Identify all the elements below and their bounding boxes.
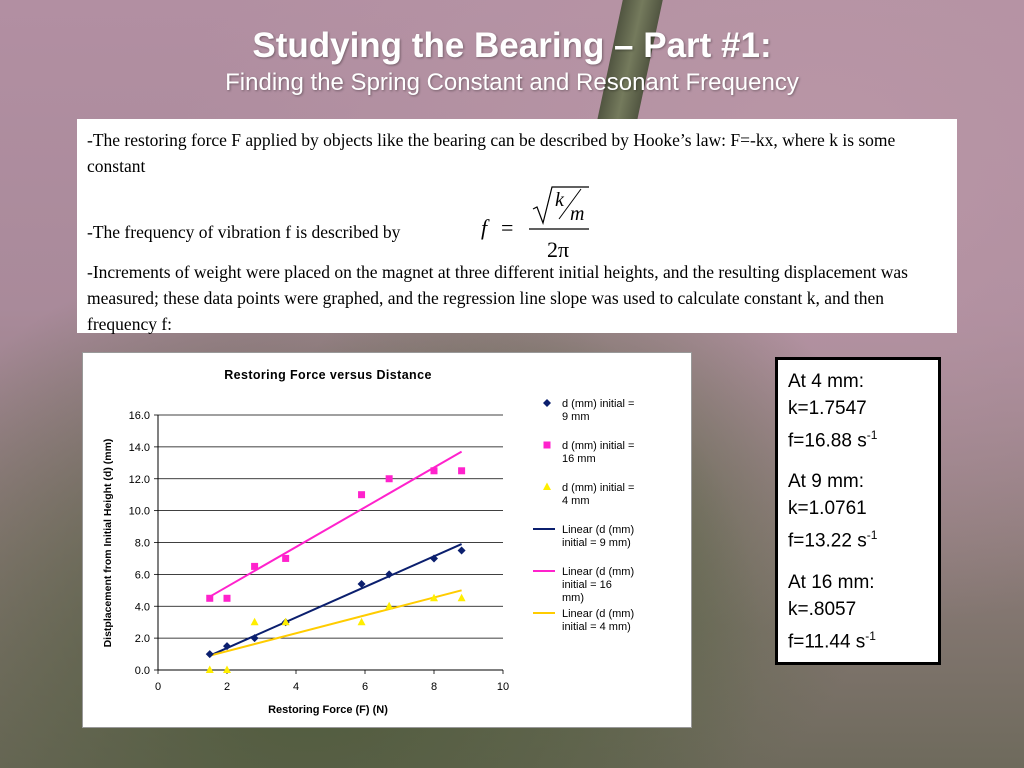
y-axis-label: Distplacement from Initial Height (d) (mm) — [102, 438, 114, 648]
legend-label: 4 mm — [562, 495, 590, 507]
method-paragraph: -Increments of weight were placed on the magnet at three different initial heights, and the resulting displacement was measured; these data points were graphed, and the regression line slope was used to calculate constant k, and then frequency f: — [87, 262, 908, 334]
result-heading: At 9 mm: — [788, 471, 865, 493]
scatter-chart — [83, 353, 693, 729]
result-4mm — [788, 368, 938, 454]
slide-title: Studying the Bearing – Part #1: — [252, 26, 772, 65]
frequency-line — [87, 179, 947, 262]
results-box — [775, 357, 941, 665]
legend-label: 16 mm — [562, 453, 596, 465]
data-point — [385, 602, 393, 610]
data-point — [206, 666, 214, 674]
y-tick-label: 6.0 — [134, 569, 150, 582]
result-f: f=11.44 $s^{-1}$ — [788, 628, 876, 652]
y-tick-label: 2.0 — [134, 633, 150, 646]
y-tick-label: 14.0 — [128, 441, 150, 454]
x-axis-label: Restoring Force (F) (N) — [268, 704, 388, 716]
data-point — [358, 491, 365, 498]
legend-label: initial = 16 — [562, 579, 612, 591]
title-area — [0, 26, 1024, 98]
legend-label: initial = 4 mm) — [562, 621, 631, 633]
legend-label: 9 mm — [562, 411, 590, 423]
result-16mm — [788, 569, 938, 655]
x-tick-label: 6 — [361, 681, 369, 693]
data-point — [386, 475, 393, 482]
legend-label: d (mm) initial = — [562, 482, 635, 494]
result-f: f=13.22 $s^{-1}$ — [788, 528, 878, 552]
legend-label: Linear (d (mm) — [562, 524, 635, 536]
legend-label: initial = 9 mm) — [562, 537, 631, 549]
y-tick-label: 4.0 — [134, 601, 150, 614]
result-k: k=1.0761 — [788, 498, 867, 520]
legend-label: d (mm) initial = — [562, 440, 635, 452]
formula-equals: = — [501, 215, 514, 240]
slide-subtitle: Finding the Spring Constant and Resonant Frequency — [225, 69, 799, 96]
x-tick-label: 4 — [292, 681, 300, 693]
chart-title: Restoring Force versus Distance — [224, 368, 432, 382]
data-point — [223, 666, 231, 674]
data-point — [458, 546, 466, 554]
data-point — [458, 467, 465, 474]
x-tick-label: 10 — [496, 681, 510, 693]
x-tick-label: 2 — [223, 681, 231, 693]
y-tick-label: 12.0 — [128, 473, 150, 486]
legend-label: d (mm) initial = — [562, 398, 635, 410]
y-tick-label: 0.0 — [134, 665, 150, 677]
formula-f: f — [481, 215, 488, 240]
y-tick-label: 8.0 — [134, 537, 150, 550]
result-heading: At 4 mm: — [788, 371, 865, 392]
formula-denominator: 2π — [547, 237, 570, 262]
data-point — [206, 650, 214, 658]
result-k: k=1.7547 — [788, 398, 867, 419]
data-point — [282, 555, 289, 562]
data-point — [251, 563, 258, 570]
formula-m: m — [570, 203, 585, 225]
result-9mm — [788, 468, 938, 554]
data-point — [251, 618, 259, 626]
x-tick-label: 0 — [154, 681, 162, 693]
legend-marker — [543, 399, 551, 407]
trendline — [210, 452, 462, 597]
chart-panel — [82, 352, 692, 728]
y-tick-label: 16.0 — [128, 410, 150, 422]
x-tick-label: 8 — [430, 681, 438, 693]
data-point — [458, 594, 466, 602]
legend-marker — [543, 483, 551, 491]
frequency-paragraph: -The frequency of vibration f is described by — [87, 222, 401, 242]
data-point — [206, 595, 213, 602]
hooke-law-paragraph: -The restoring force F applied by objects like the bearing can be described by Hooke’s law: F=-kx, where k is some constant — [87, 130, 896, 176]
result-f: f=16.88 $s^{-1}$ — [788, 428, 878, 452]
legend-label: Linear (d (mm) — [562, 566, 635, 578]
y-tick-label: 10.0 — [128, 505, 150, 518]
explanation-textbox — [77, 119, 957, 333]
result-heading: At 16 mm: — [788, 571, 875, 593]
legend-label: Linear (d (mm) — [562, 608, 635, 620]
legend-marker — [544, 442, 551, 449]
data-point — [431, 467, 438, 474]
data-point — [224, 595, 231, 602]
legend-label: mm) — [562, 592, 584, 604]
frequency-formula — [477, 185, 607, 265]
result-k: k=.8057 — [788, 598, 857, 620]
data-point — [358, 618, 366, 626]
formula-k: k — [555, 189, 564, 211]
